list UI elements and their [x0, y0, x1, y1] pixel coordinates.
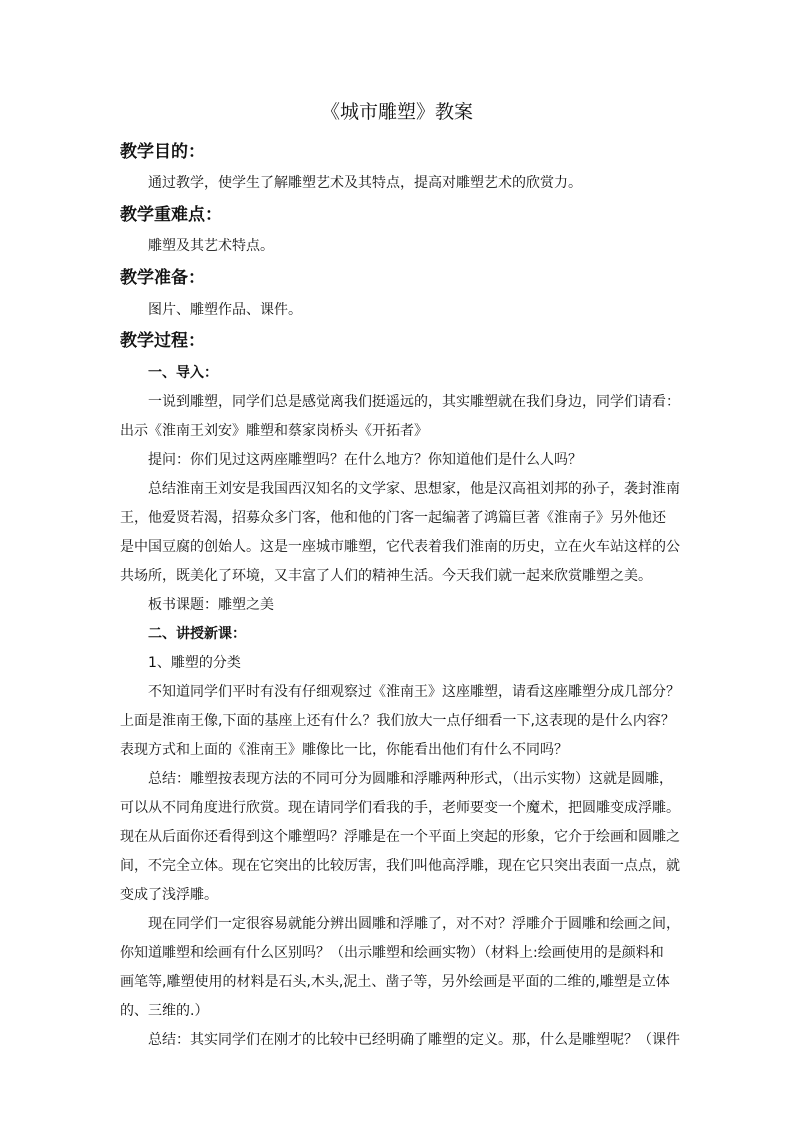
- text-line: 出示《淮南王刘安》雕塑和蔡家岗桥头《开拓者》: [120, 423, 428, 439]
- text-line: 总结：雕塑按表现方法的不同可分为圆雕和浮雕两种形式，（出示实物）这就是圆雕，: [148, 771, 673, 787]
- text-line: 通过教学，使学生了解雕塑艺术及其特点，提高对雕塑艺术的欣赏力。: [148, 175, 582, 191]
- text-line: 不知道同学们平时有没有仔细观察过《淮南王》这座雕塑，请看这座雕塑分成几部分？: [148, 684, 680, 700]
- text-line: 表现方式和上面的《淮南王》雕像比一比，你能看出他们有什么不同吗？: [120, 742, 568, 758]
- paragraph-key-points: [120, 232, 680, 261]
- text-line: 变成了浅浮雕。: [120, 887, 218, 903]
- subsection-title: 1、雕塑的分类: [148, 655, 241, 671]
- text-line: 可以从不同角度进行欣赏。现在请同学们看我的手，老师要变一个魔术，把圆雕变成浮雕。: [120, 800, 680, 816]
- text-line: 现在从后面你还看得到这个雕塑吗？浮雕是在一个平面上突起的形象，它介于绘画和圆雕之: [120, 829, 680, 845]
- text-line: 提问：你们见过这两座雕塑吗？在什么地方？你知道他们是什么人吗？: [148, 452, 582, 468]
- text-line: 你知道雕塑和绘画有什么区别吗？（出示雕塑和绘画实物）（材料上:绘画使用的是颜料和: [120, 945, 664, 961]
- heading-key-points: 教学重难点：: [120, 205, 222, 225]
- text-line: 图片、雕塑作品、课件。: [148, 302, 302, 318]
- text-line: 板书课题：雕塑之美: [148, 597, 274, 613]
- section-title: 二、讲授新课：: [148, 626, 246, 642]
- text-line: 上面是淮南王像,下面的基座上还有什么？我们放大一点仔细看一下,这表现的是什么内容？: [120, 713, 675, 729]
- heading-preparation: 教学准备：: [120, 268, 205, 288]
- text-line: 共场所，既美化了环境，又丰富了人们的精神生活。今天我们就一起来欣赏雕塑之美。: [120, 568, 652, 584]
- text-line: 画笔等,雕塑使用的材料是石头,木头,泥土、凿子等，另外绘画是平面的二维的,雕塑是立体: [120, 974, 670, 990]
- heading-teaching-goal: 教学目的：: [120, 142, 205, 162]
- text-line: 现在同学们一定很容易就能分辨出圆雕和浮雕了，对不对？浮雕介于圆雕和绘画之间，: [148, 916, 680, 932]
- text-line: 的、三维的.）: [120, 1003, 209, 1019]
- section-intro: [120, 359, 680, 1055]
- text-line: 王，他爱贤若渴，招募众多门客，他和他的门客一起编著了鸿篇巨著《淮南子》另外他还: [120, 510, 666, 526]
- text-line: 是中国豆腐的创始人。这是一座城市雕塑，它代表着我们淮南的历史，立在火车站这样的公: [120, 539, 680, 555]
- section-title: 一、导入：: [148, 365, 218, 381]
- text-line: 雕塑及其艺术特点。: [148, 238, 274, 254]
- text-line: 总结淮南王刘安是我国西汉知名的文学家、思想家，他是汉高祖刘邦的孙子，袭封淮南: [148, 481, 680, 497]
- heading-process: 教学过程：: [120, 331, 205, 351]
- paragraph-teaching-goal: [120, 169, 680, 198]
- text-line: 间，不完全立体。现在它突出的比较厉害，我们叫他高浮雕，现在它只突出表面一点点，就: [120, 858, 680, 874]
- text-line: 一说到雕塑，同学们总是感觉离我们挺遥远的，其实雕塑就在我们身边，同学们请看：: [148, 394, 680, 410]
- paragraph-preparation: [120, 296, 680, 325]
- document-title: 《城市雕塑》教案: [320, 101, 473, 123]
- text-line: 总结：其实同学们在刚才的比较中已经明确了雕塑的定义。那，什么是雕塑呢？（课件: [148, 1032, 680, 1048]
